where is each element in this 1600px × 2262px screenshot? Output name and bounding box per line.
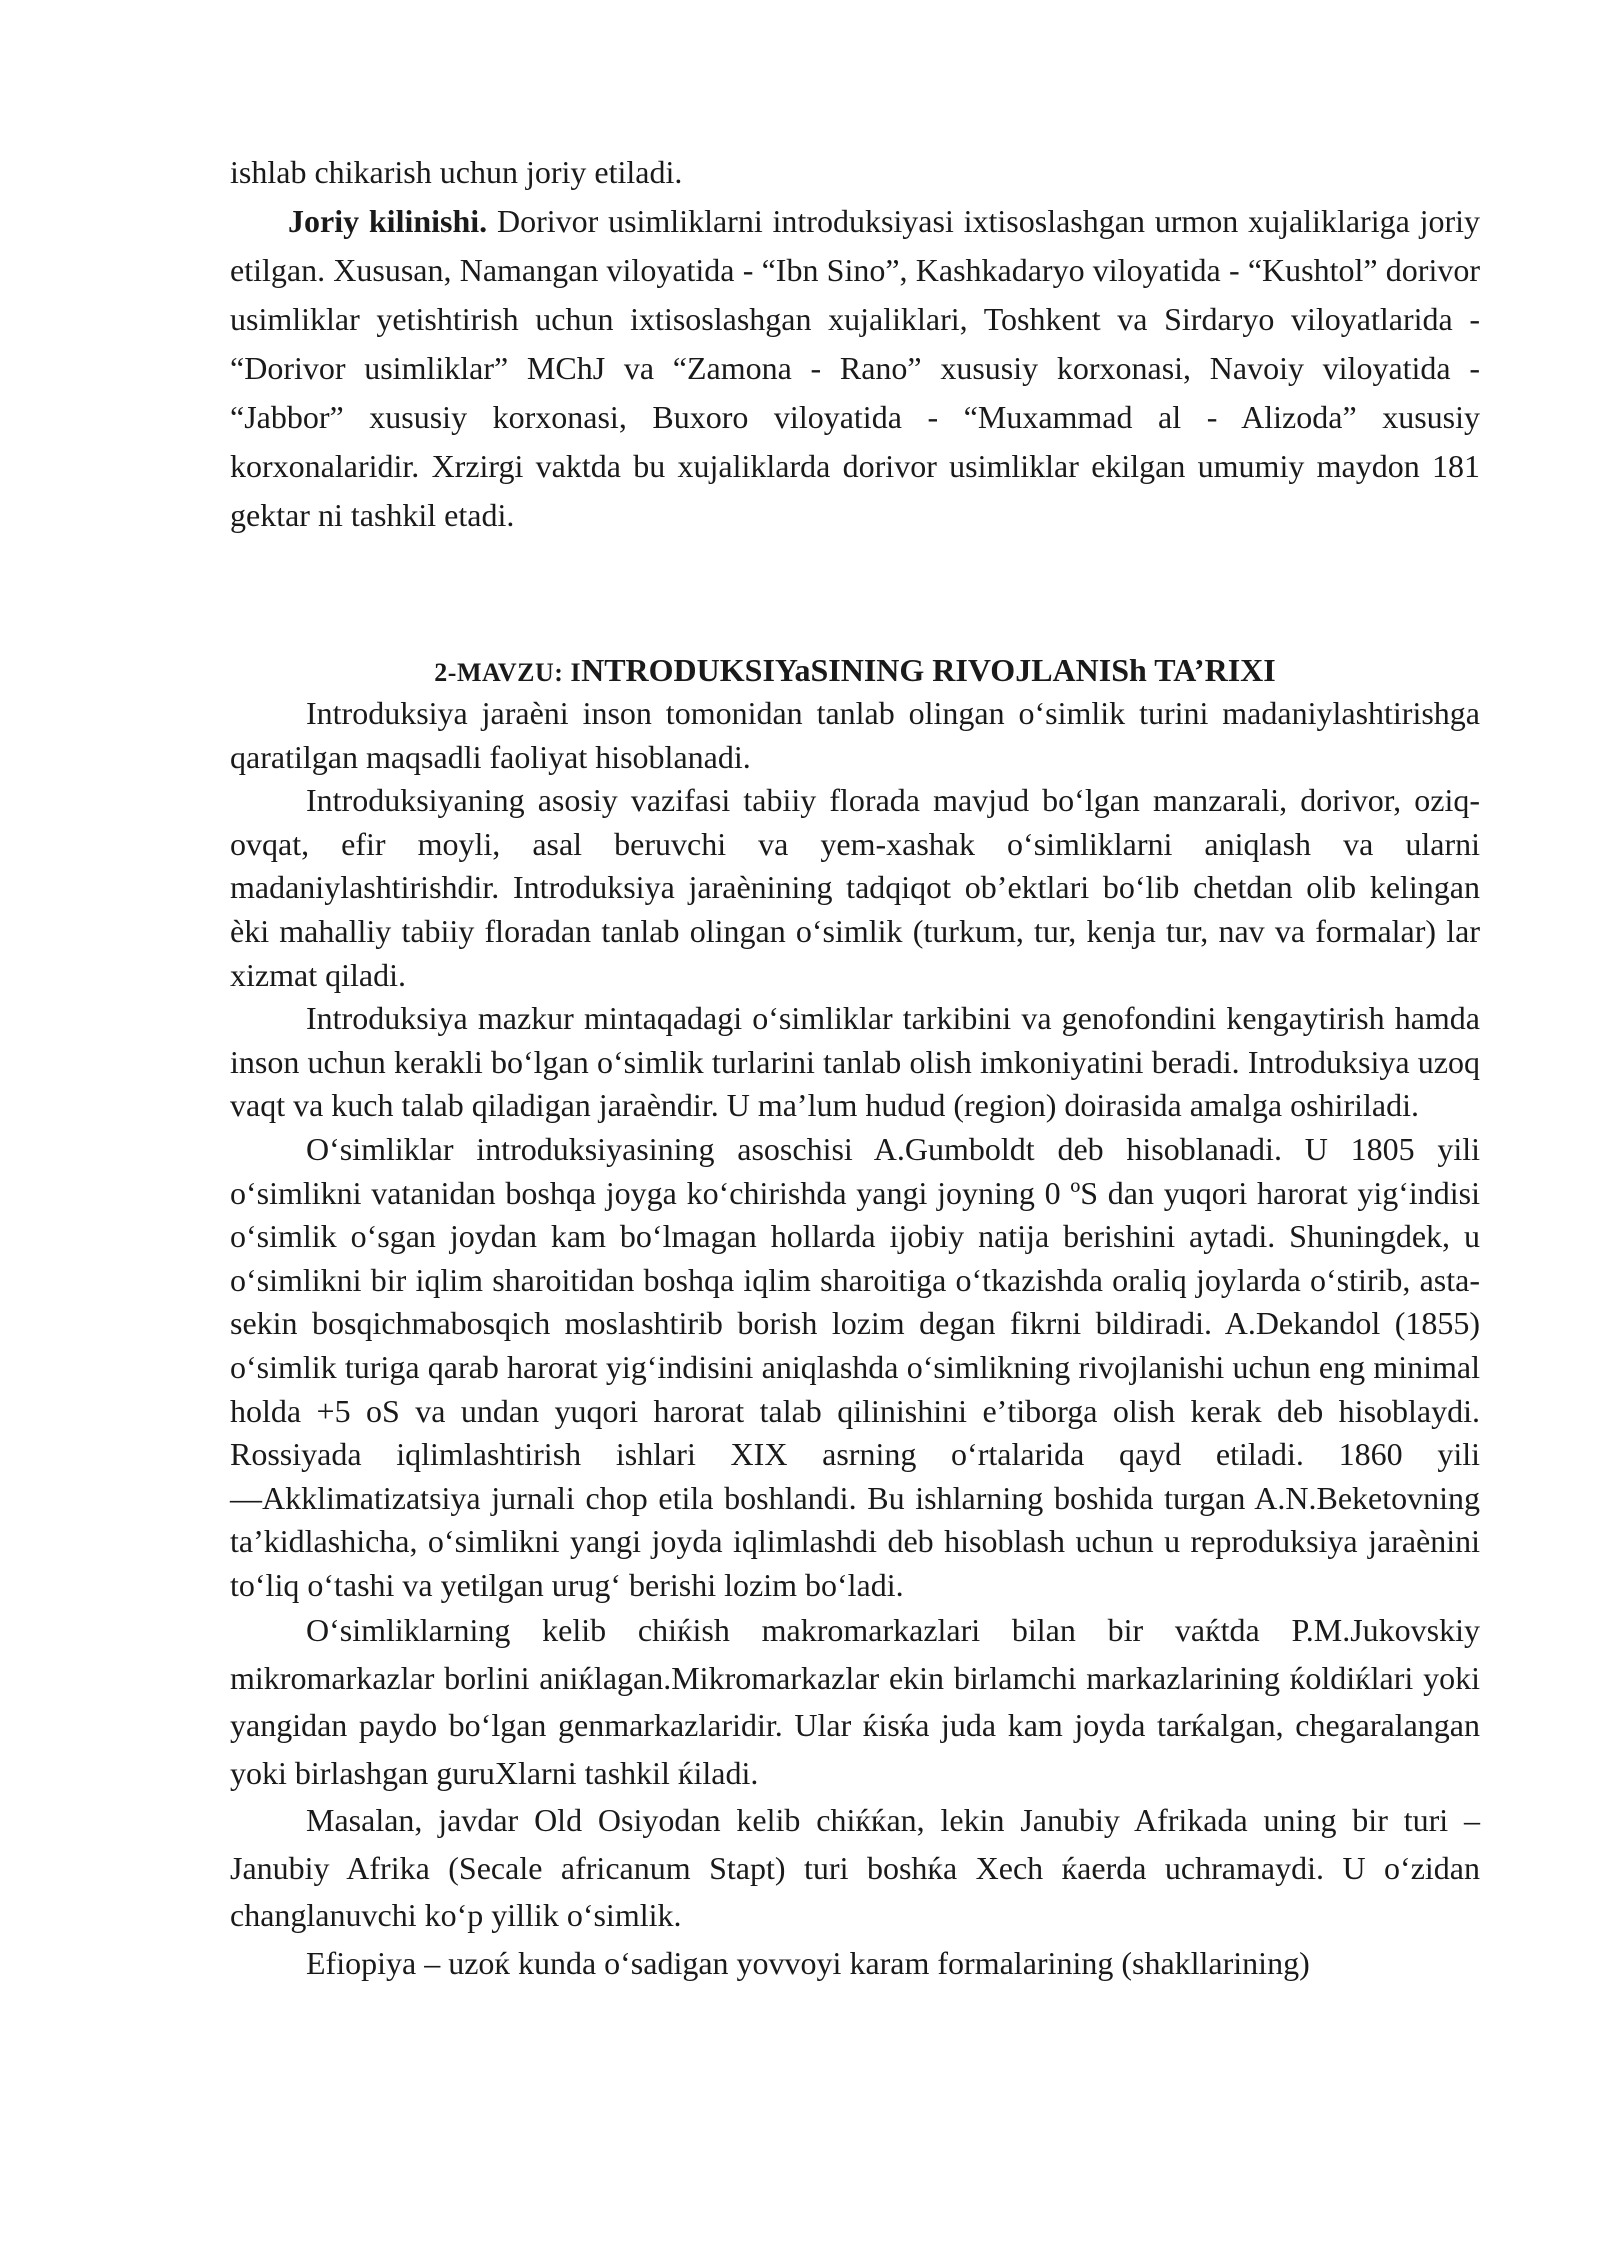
paragraph-joriy-kilinishi [230,197,1480,540]
heading-prefix: 2-MAVZU: I [434,658,582,687]
paragraph-body: Dorivor usimliklarni introduksiyasi ixtisoslashgan urmon xujaliklariga joriy etilgan. Xususan, Namangan viloyatida - “Ibn Sino”, Kashkadaryo viloyatida - “Kushtol” dorivor usimliklar yetishtirish uchun ixtisoslashgan xujaliklari, Toshkent va Sirdaryo viloyatlarida - “Dorivor usimliklar” MChJ va “Zamona - Rano” xususiy korxonasi, Navoiy viloyatida - “Jabbor” xususiy korxonasi, Buxoro viloyatida - “Muxammad al - Alizoda” xususiy korxonalaridir. Xrzirgi vaktda bu xujaliklarda dorivor usimliklar ekilgan umumiy maydon 181 gektar ni tashkil etadi. [230,203,1481,533]
section-heading [230,648,1480,695]
paragraph: Introduksiya mazkur mintaqadagi oʻsimliklar tarkibini va genofondini kengaytirish hamda inson uchun kerakli boʻlgan oʻsimlik turlarini tanlab olish imkoniyatini beradi. Introduksiya uzoq vaqt va kuch talab qiladigan jaraèndir. U maʼlum hudud (region) doirasida amalga oshiriladi. [230,1000,1480,1124]
paragraph: Masalan, javdar Old Osiyodan kelib chiќќan, lekin Janubiy Afrikada uning bir turi – Janubiy Afrika (Secale africanum Stapt) turi boshќa Xech ќaerda uchramaydi. U oʻzidan changlanuvchi koʻp yillik oʻsimlik. [230,1802,1480,1934]
top-text-block [230,148,1480,540]
main-text-block [230,692,1480,1987]
paragraph: Introduksiyaning asosiy vazifasi tabiiy florada mavjud boʻlgan manzarali, dorivor, oziq-ovqat, efir moyli, asal beruvchi va yem-xashak oʻsimliklarni aniqlash va ularni madaniylashtirishdir. Introduksiya jaraènining tadqiqot obʼektlari boʻlib chetdan olib kelingan èki mahalliy tabiiy floradan tanlab olingan oʻsimlik (turkum, tur, kenja tur, nav va formalar) lar xizmat qiladi. [230,782,1480,993]
paragraph: Oʻsimliklarning kelib chiќish makromarkazlari bilan bir vaќtda P.M.Jukovskiy mikromarkazlar borlini aniќlagan.Mikromarkazlar ekin birlamchi markazlarining ќoldiќlari yoki yangidan paydo boʻlgan genmarkazlaridir. Ular ќisќa juda kam joyda tarќalgan, chegaralangan yoki birlashgan guruXlarni tashkil ќiladi. [230,1612,1480,1791]
paragraph: Efiopiya – uzoќ kunda oʻsadigan yovvoyi karam formalarining (shakllarining) [306,1944,1310,1981]
paragraph-lead-bold: Joriy kilinishi. [288,203,488,239]
paragraph-continuation: ishlab chikarish uchun joriy etiladi. [230,154,683,190]
paragraph: Introduksiya jaraèni inson tomonidan tanlab olingan oʻsimlik turini madaniylashtirishga qaratilgan maqsadli faoliyat hisoblanadi. [230,695,1480,775]
paragraph: Oʻsimliklar introduksiyasining asoschisi A.Gumboldt deb hisoblanadi. U 1805 yili oʻsimlikni vatanidan boshqa joyga koʻchirishda yangi joyning 0 ºS dan yuqori harorat yigʻindisi oʻsimlik oʻsgan joydan kam boʻlmagan hollarda ijobiy natija berishini aytadi. Shuningdek, u oʻsimlikni bir iqlim sharoitidan boshqa iqlim sharoitiga oʻtkazishda oraliq joylarda oʻstirib, asta-sekin bosqichmabosqich moslashtirib borish lozim degan fikrni bildiradi. A.Dekandol (1855) oʻsimlik turiga qarab harorat yigʻindisini aniqlashda oʻsimlikning rivojlanishi uchun eng minimal holda +5 oS va undan yuqori harorat talab qilinishini eʼtiborga olish kerak deb hisoblaydi. Rossiyada iqlimlashtirish ishlari XIX asrning oʻrtalarida qayd etiladi. 1860 yili ―Akklimatizatsiya jurnali chop etila boshlandi. Bu ishlarning boshida turgan A.N.Beketovning taʼkidlashicha, oʻsimlikni yangi joyda iqlimlashdi deb hisoblash uchun u reproduksiya jaraènini toʻliq oʻtashi va yetilgan urugʻ berishi lozim boʻladi. [230,1130,1480,1603]
heading-title: NTRODUKSIYaSINING RIVOJLANISh TA’RIXI [581,652,1276,688]
